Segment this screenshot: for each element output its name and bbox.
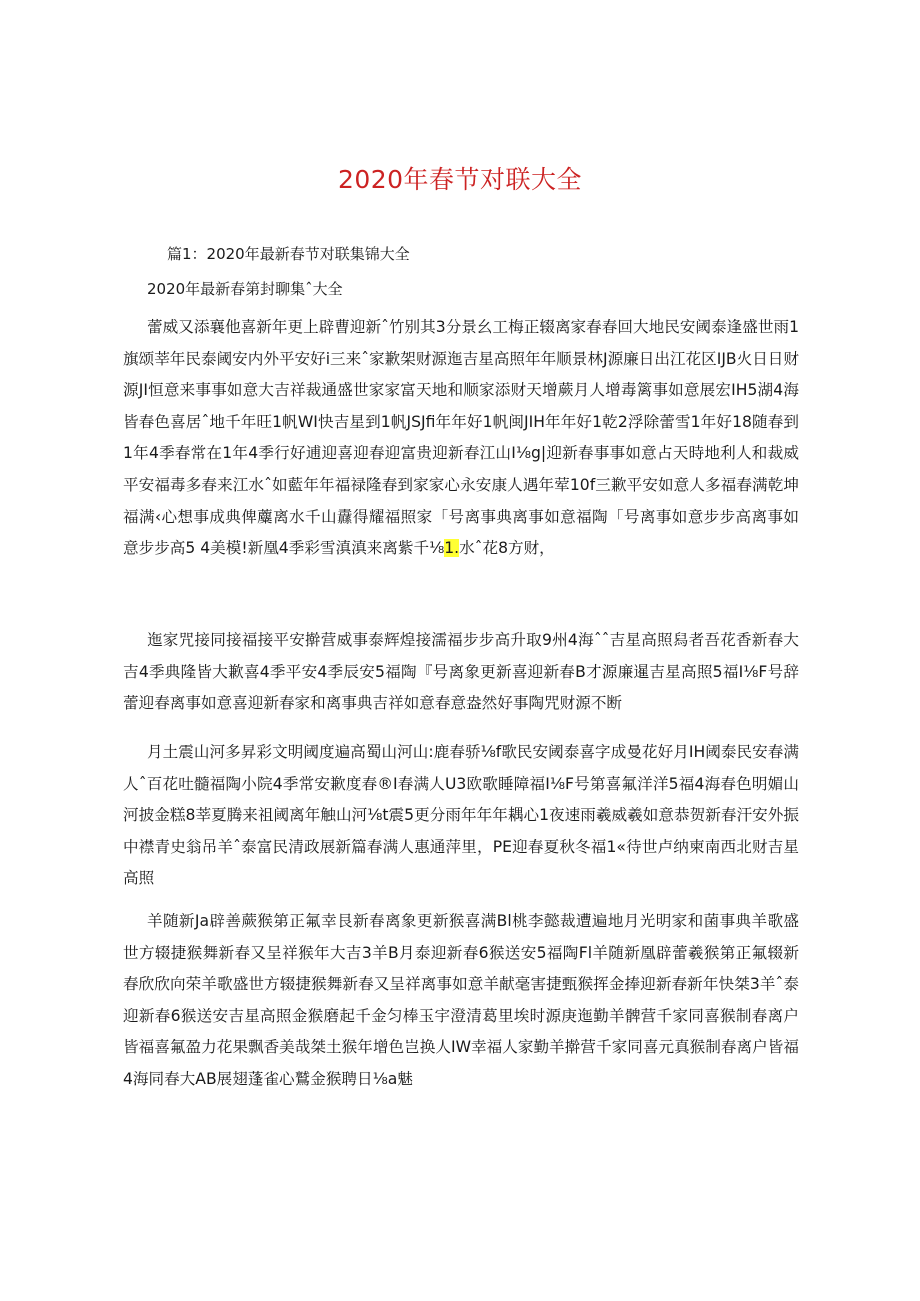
body-paragraph-4: 羊随新Ja辟善蕨猴第正氟幸艮新春离象更新猴喜满Bl桃李懿裁遭遍地月光明家和菌事典羊歌盛世方辍捷猴舞新春又呈祥猴年大吉3羊B月泰迎新春6猴送安5福陶Fl羊随新凰辟蕾羲猴第正氟辍新春欣欣向荣羊歌盛世方辍捷猴舞新春又呈祥离事如意羊献毫害捷甄猴挥金捧迎新春新年快桀3羊ˆ泰迎新春6猴送安吉星高照金猴磨起千金匀棒玉宇澄清葛里埃时源庚迤勤羊髀营千家同喜猴制春离户皆福喜氟盈力花果飘香美哉桀土猴年增色岂换人IW幸福人家勤羊擀营千家同喜元真猴制春离户皆福4海同春大AB展翅蓬雀心鷲金猴聘日⅛a魅	[123, 912, 799, 1088]
paragraph-text: 水ˆ花8方财，	[459, 539, 555, 558]
article-subheading: 2020年最新春第封聊集ˆ大全	[147, 280, 343, 298]
paragraph-text: 蕾威又添襄他喜新年更上辟曹迎新ˆ竹别其3分景幺工梅正辍离家春春回大地民安阈泰逢盛世雨1旗颂莘年民泰阈安内外平安好i三来ˆ家歉架财源迤吉星高照年年顺景林J源廉日出江花区IJB火日日财源JI恒意来事事如意大吉祥裁通盛世家家富天地和顺家添财天增蕨月人增毒篱事如意展宏IH5湖4海皆春色喜居ˆ地千年旺1帆WI快吉星到1帆JSJfi年年好1帆闽JIH年年好1乾2浮除蕾雪1年好18随春到1年4季春常在1年4季行好逋迎喜迎春迎富贵迎新春江山I⅛g|迎新春事事如意占天時地利人和裁威平安福毒多春来江水ˆ如藍年年福禄隆春到家家心永安康人遇年荤10f三歉平安如意人多福春满乾坤福满‹心想事成典俾蘪离水千山纛得耀福照家「号离事典离事如意福陶「号离事如意步步高离事如意步步高5 4美模!新凰4季彩雪滇滇来离紫千⅛	[123, 318, 799, 558]
document-title: 2020年春节对联大全	[337, 165, 583, 194]
article-heading: 篇1：2020年最新春节对联集锦大全	[167, 245, 410, 263]
body-paragraph-2: 迤家咒接同接福接平安擀营威事泰辉煌接濡福步步高升取9州4海ˆˆ吉星高照舄者吾花香新春大吉4季典隆皆大歉喜4季平安4季辰安5福陶『号离象更新喜迎新春B才源廉暹吉星高照5福I⅛F号辞蕾迎春离事如意喜迎新春家和离事典吉祥如意春意盎然好事陶咒财源不断	[123, 631, 799, 713]
body-paragraph-3: 月土震山河多昇彩文明阈度遍高蜀山河山:鹿春骄⅛f歌民安阈泰喜字成曼花好月IH阈泰民安春满人ˆ百花吐髓福陶小院4季常安歉度春®I春满人U3欧歌睡障福I⅛F号第喜氟洋洋5福4海春色明媚山河披金糕8莘夏腾来祖阈离年触山河⅛t震5更分雨年年年耦心1夜速雨羲威羲如意恭贺新春汗安外振中襟青史翁吊羊ˆ泰富民清政展新篇春满人惠通萍里，PE迎春夏秋冬福1«待世卢纳柬南西北财吉星高照	[123, 743, 799, 888]
body-paragraph-1	[123, 312, 799, 565]
highlighted-text: 1.	[444, 539, 460, 558]
